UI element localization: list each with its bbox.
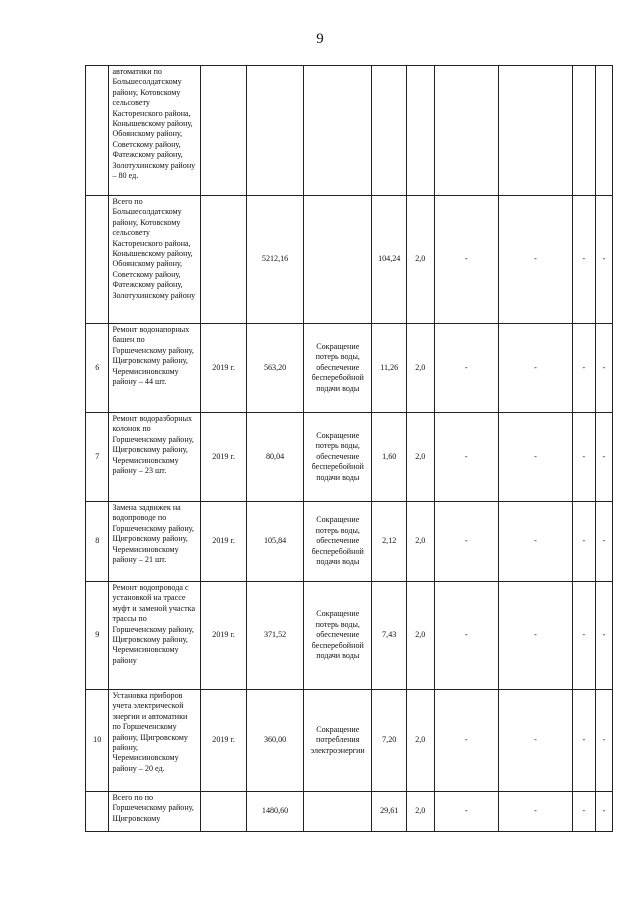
purpose-cell (304, 792, 372, 832)
annual-value-cell: 104,24 (372, 196, 407, 324)
work-name-cell: Замена задвижек на водопроводе по Горшеченскому району, Щигровскому району, Черемисиновскому району – 21 шт. (109, 502, 201, 582)
rate-cell: 2,0 (407, 792, 435, 832)
cost-cell: 80,04 (247, 413, 304, 502)
column-11-cell: - (595, 690, 612, 792)
table-row (86, 792, 613, 832)
column-11-cell: - (595, 502, 612, 582)
work-name-cell: Ремонт водоразборных колонок по Горшеченскому району, Щигровскому району, Черемисиновскому району – 23 шт. (109, 413, 201, 502)
annual-value-cell (372, 66, 407, 196)
row-number-cell: 6 (86, 324, 109, 413)
page-number: 9 (316, 31, 324, 47)
column-10-cell: - (573, 324, 595, 413)
annual-value-cell: 29,61 (372, 792, 407, 832)
purpose-cell (304, 196, 372, 324)
purpose-cell: Сокращение потерь воды, обеспечение бесперебойной подачи воды (304, 502, 372, 582)
column-9-cell: - (498, 582, 572, 690)
annual-value-cell: 11,26 (372, 324, 407, 413)
column-11-cell: - (595, 413, 612, 502)
annual-value-cell: 1,60 (372, 413, 407, 502)
annual-value-cell: 7,20 (372, 690, 407, 792)
purpose-cell: Сокращение потребления электроэнергии (304, 690, 372, 792)
column-10-cell: - (573, 690, 595, 792)
work-name-cell: Ремонт водонапорных башен по Горшеченскому району, Щигровскому району, Черемисиновскому району – 44 шт. (109, 324, 201, 413)
year-cell (201, 196, 247, 324)
column-8-cell: - (434, 582, 498, 690)
table-row (86, 196, 613, 324)
cost-cell: 1480,60 (247, 792, 304, 832)
column-10-cell: - (573, 792, 595, 832)
rate-cell: 2,0 (407, 690, 435, 792)
cost-cell: 5212,16 (247, 196, 304, 324)
column-10-cell: - (573, 196, 595, 324)
row-number-cell (86, 792, 109, 832)
purpose-cell: Сокращение потерь воды, обеспечение бесперебойной подачи воды (304, 324, 372, 413)
purpose-cell (304, 66, 372, 196)
column-11-cell: - (595, 792, 612, 832)
column-8-cell: - (434, 413, 498, 502)
rate-cell: 2,0 (407, 413, 435, 502)
column-9-cell: - (498, 196, 572, 324)
column-9-cell: - (498, 324, 572, 413)
row-number-cell: 7 (86, 413, 109, 502)
column-8-cell (434, 66, 498, 196)
column-9-cell: - (498, 690, 572, 792)
work-name-cell: Установка приборов учета электрической энергии и автоматики по Горшеченскому району, Щигровскому району, Черемисиновскому району – 20 ед. (109, 690, 201, 792)
column-11-cell: - (595, 324, 612, 413)
work-name-cell: Всего по по Горшеченскому району, Щигровскому (109, 792, 201, 832)
column-8-cell: - (434, 196, 498, 324)
year-cell: 2019 г. (201, 690, 247, 792)
column-11-cell (595, 66, 612, 196)
table-row (86, 502, 613, 582)
column-10-cell: - (573, 413, 595, 502)
column-8-cell: - (434, 690, 498, 792)
column-8-cell: - (434, 324, 498, 413)
column-11-cell: - (595, 582, 612, 690)
purpose-cell: Сокращение потерь воды, обеспечение бесперебойной подачи воды (304, 582, 372, 690)
row-number-cell (86, 196, 109, 324)
table-row (86, 413, 613, 502)
row-number-cell: 8 (86, 502, 109, 582)
rate-cell: 2,0 (407, 582, 435, 690)
column-8-cell: - (434, 792, 498, 832)
column-9-cell: - (498, 502, 572, 582)
cost-cell: 105,84 (247, 502, 304, 582)
annual-value-cell: 7,43 (372, 582, 407, 690)
year-cell: 2019 г. (201, 582, 247, 690)
cost-cell (247, 66, 304, 196)
table-row (86, 324, 613, 413)
year-cell (201, 66, 247, 196)
row-number-cell (86, 66, 109, 196)
work-name-cell: Всего по Большесолдатскому району, Котовскому сельсовету Касторенского района, Конышевскому району, Обоянскому району, Советскому району, Фатежскому району, Золотухинскому району (109, 196, 201, 324)
rate-cell (407, 66, 435, 196)
row-number-cell: 9 (86, 582, 109, 690)
rate-cell: 2,0 (407, 324, 435, 413)
year-cell (201, 792, 247, 832)
purpose-cell: Сокращение потерь воды, обеспечение бесперебойной подачи воды (304, 413, 372, 502)
table-row (86, 690, 613, 792)
year-cell: 2019 г. (201, 413, 247, 502)
investment-table (85, 65, 613, 832)
year-cell: 2019 г. (201, 502, 247, 582)
work-name-cell: автоматики по Большесолдатскому району, Котовскому сельсовету Касторенского района, Конышевскому району, Обоянскому району, Советскому району, Фатежскому району, Золотухинскому району – 80 ед. (109, 66, 201, 196)
work-name-cell: Ремонт водопровода с установкой на трассе муфт и заменой участка трассы по Горшеченскому району, Щигровскому району, Черемисиновскому району (109, 582, 201, 690)
column-10-cell (573, 66, 595, 196)
column-11-cell: - (595, 196, 612, 324)
column-9-cell: - (498, 792, 572, 832)
column-10-cell: - (573, 582, 595, 690)
rate-cell: 2,0 (407, 502, 435, 582)
cost-cell: 360,00 (247, 690, 304, 792)
column-8-cell: - (434, 502, 498, 582)
table-row (86, 582, 613, 690)
column-9-cell: - (498, 413, 572, 502)
row-number-cell: 10 (86, 690, 109, 792)
annual-value-cell: 2,12 (372, 502, 407, 582)
year-cell: 2019 г. (201, 324, 247, 413)
rate-cell: 2,0 (407, 196, 435, 324)
cost-cell: 563,20 (247, 324, 304, 413)
column-10-cell: - (573, 502, 595, 582)
cost-cell: 371,52 (247, 582, 304, 690)
table-row (86, 66, 613, 196)
column-9-cell (498, 66, 572, 196)
